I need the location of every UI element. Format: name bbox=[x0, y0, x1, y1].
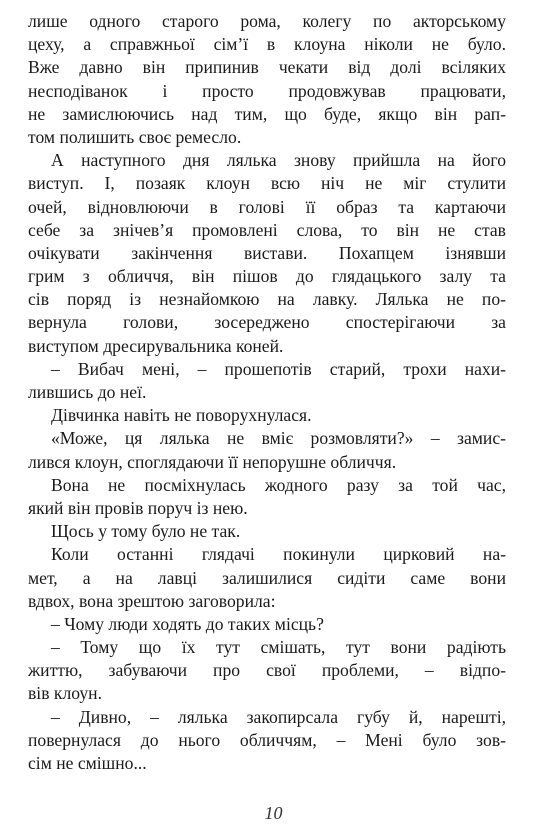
text-line: сім не смішно... bbox=[28, 753, 147, 773]
text-line: життю, забуваючи про свої проблеми, – відпо- bbox=[28, 660, 506, 681]
text-line: мет, а на лавці залишилися сидіти саме вони bbox=[28, 567, 506, 588]
paragraph bbox=[28, 474, 506, 520]
text-line: не замислюючись над тим, що буде, якщо він рап- bbox=[28, 103, 506, 124]
text-line: вернула голови, зосереджено спостерігаючи за bbox=[28, 312, 506, 333]
text-line: вів клоун. bbox=[28, 683, 102, 704]
text-line: Вона не посміхнулась жодного разу за той час, bbox=[51, 474, 506, 495]
text-line: лився клоун, споглядаючи її непорушне обличчя. bbox=[28, 451, 397, 472]
paragraph bbox=[28, 427, 506, 473]
text-line: Вже давно він припинив чекати від долі всіляких bbox=[28, 57, 506, 78]
body-text bbox=[28, 10, 506, 775]
book-page bbox=[28, 10, 506, 775]
text-line: Дівчинка навіть не поворухнулася. bbox=[51, 405, 312, 426]
text-line: очікувати закінчення вистави. Похапцем ізнявши bbox=[28, 242, 506, 263]
paragraph bbox=[28, 520, 506, 543]
paragraph bbox=[28, 543, 506, 613]
paragraph bbox=[28, 636, 506, 706]
text-line: сів поряд із незнайомкою на лавку. Лялька не по- bbox=[28, 289, 506, 310]
text-line: виступ. І, позаяк клоун всю ніч не міг стулити bbox=[28, 173, 506, 194]
text-line: грим з обличчя, він пішов до глядацького залу та bbox=[28, 266, 506, 287]
text-line: очей, відновлюючи в голові її образ та картаючи bbox=[28, 196, 506, 217]
text-line: лише одного старого рома, колегу по акторському bbox=[28, 11, 506, 31]
text-line: несподіванок і просто продовжував працювати, bbox=[28, 80, 506, 101]
paragraph bbox=[28, 149, 506, 358]
paragraph bbox=[28, 706, 506, 776]
text-line: себе за знічев’я промовлені слова, то він не став bbox=[28, 219, 506, 240]
text-line: – Чому люди ходять до таких місць? bbox=[51, 613, 324, 634]
text-line: – Дивно, – лялька закопирсала губу й, нарешті, bbox=[51, 706, 506, 727]
text-line: «Може, ця лялька не вміє розмовляти?» – замис- bbox=[51, 428, 506, 449]
text-line: Коли останні глядачі покинули цирковий на- bbox=[51, 544, 506, 565]
paragraph bbox=[28, 404, 506, 427]
text-line: – Вибач мені, – прошепотів старий, трохи нахи- bbox=[51, 358, 506, 379]
page-number: 10 bbox=[264, 803, 283, 823]
text-line: Щось у тому було не так. bbox=[51, 521, 241, 542]
text-line: повернулася до нього обличчям, – Мені було зов- bbox=[28, 729, 506, 750]
text-line: том полишить своє ремесло. bbox=[28, 126, 242, 147]
text-line: А наступного дня лялька знову прийшла на його bbox=[51, 150, 506, 171]
text-line: який він провів поруч із нею. bbox=[28, 497, 248, 518]
paragraph bbox=[28, 613, 506, 636]
text-line: виступом дресирувальника коней. bbox=[28, 335, 284, 356]
text-line: – Тому що їх тут смішать, тут вони радіють bbox=[51, 637, 506, 658]
text-line: лившись до неї. bbox=[28, 382, 147, 402]
text-line: вдвох, вона зрештою заговорила: bbox=[28, 590, 276, 611]
paragraph bbox=[28, 10, 506, 149]
text-line: цеху, а справжньої сім’ї в клоуна ніколи не було. bbox=[28, 34, 506, 55]
paragraph bbox=[28, 358, 506, 404]
